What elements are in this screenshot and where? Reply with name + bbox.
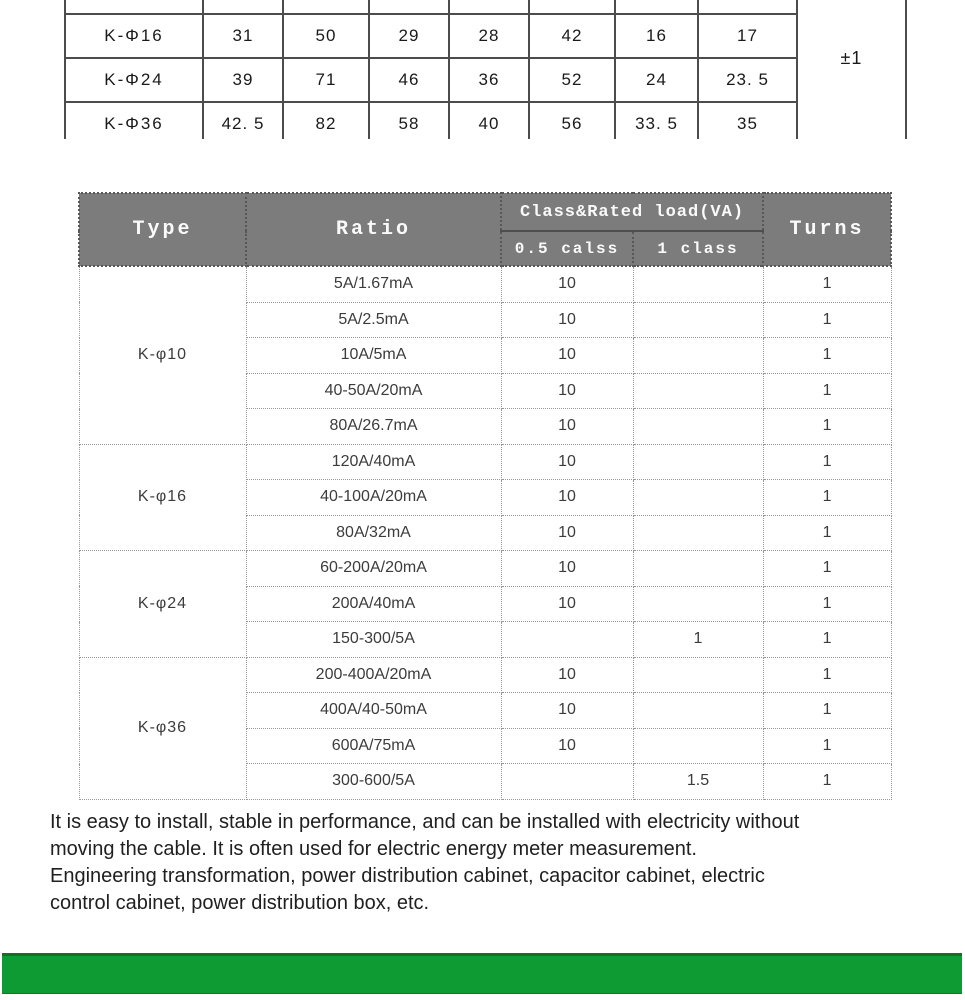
class1-cell bbox=[633, 480, 763, 516]
dimension-value-cell: 42. 5 bbox=[203, 102, 283, 139]
dimension-value-cell: 39 bbox=[203, 58, 283, 102]
dimension-row bbox=[65, 102, 906, 139]
class05-cell: 10 bbox=[501, 728, 633, 764]
spec-table-region bbox=[78, 192, 890, 800]
ratio-cell: 120A/40mA bbox=[246, 444, 501, 480]
dimension-value-cell: 35 bbox=[698, 102, 797, 139]
ratio-cell: 80A/32mA bbox=[246, 515, 501, 551]
turns-cell: 1 bbox=[763, 444, 891, 480]
turns-cell: 1 bbox=[763, 515, 891, 551]
dimension-value-cell: 40 bbox=[449, 102, 529, 139]
class05-cell: 10 bbox=[501, 373, 633, 409]
ratio-cell: 40-100A/20mA bbox=[246, 480, 501, 516]
class1-cell bbox=[633, 266, 763, 302]
header-type: Type bbox=[79, 193, 246, 266]
group-type-cell: K-φ10 bbox=[79, 266, 246, 444]
turns-cell: 1 bbox=[763, 551, 891, 587]
class05-cell bbox=[501, 764, 633, 800]
turns-cell: 1 bbox=[763, 266, 891, 302]
spec-row bbox=[79, 444, 891, 480]
header-class-rated-load: Class&Rated load(VA) bbox=[501, 193, 763, 231]
header-class-05: 0.5 calss bbox=[501, 231, 633, 266]
ratio-cell: 5A/2.5mA bbox=[246, 302, 501, 338]
turns-cell: 1 bbox=[763, 480, 891, 516]
dimension-value-cell: 17 bbox=[698, 14, 797, 58]
dimension-value-cell: 33. 5 bbox=[615, 102, 698, 139]
dimension-cell-empty bbox=[529, 0, 615, 14]
dimension-cell-empty bbox=[65, 0, 203, 14]
turns-cell: 1 bbox=[763, 302, 891, 338]
class05-cell: 10 bbox=[501, 266, 633, 302]
ratio-cell: 150-300/5A bbox=[246, 622, 501, 658]
dimension-value-cell: 31 bbox=[203, 14, 283, 58]
turns-cell: 1 bbox=[763, 373, 891, 409]
ratio-cell: 400A/40-50mA bbox=[246, 693, 501, 729]
class05-cell: 10 bbox=[501, 302, 633, 338]
class05-cell: 10 bbox=[501, 586, 633, 622]
class1-cell bbox=[633, 515, 763, 551]
dimension-cell-empty bbox=[449, 0, 529, 14]
turns-cell: 1 bbox=[763, 693, 891, 729]
dimension-value-cell: 71 bbox=[283, 58, 369, 102]
class1-cell bbox=[633, 338, 763, 374]
spec-row bbox=[79, 266, 891, 302]
class1-cell bbox=[633, 657, 763, 693]
turns-cell: 1 bbox=[763, 657, 891, 693]
description-paragraph bbox=[50, 809, 930, 917]
ratio-cell: 5A/1.67mA bbox=[246, 266, 501, 302]
class05-cell: 10 bbox=[501, 657, 633, 693]
ratio-cell: 60-200A/20mA bbox=[246, 551, 501, 587]
dimension-value-cell: 29 bbox=[369, 14, 449, 58]
dimension-cell-empty bbox=[283, 0, 369, 14]
dimension-value-cell: 42 bbox=[529, 14, 615, 58]
class05-cell: 10 bbox=[501, 551, 633, 587]
description-line: control cabinet, power distribution box, etc. bbox=[50, 892, 430, 914]
turns-cell: 1 bbox=[763, 622, 891, 658]
turns-cell: 1 bbox=[763, 764, 891, 800]
dimension-value-cell: 46 bbox=[369, 58, 449, 102]
ratio-cell: 600A/75mA bbox=[246, 728, 501, 764]
class1-cell: 1 bbox=[633, 622, 763, 658]
turns-cell: 1 bbox=[763, 586, 891, 622]
turns-cell: 1 bbox=[763, 338, 891, 374]
class1-cell bbox=[633, 728, 763, 764]
dimension-value-cell: 82 bbox=[283, 102, 369, 139]
class1-cell bbox=[633, 693, 763, 729]
dimension-value-cell: 16 bbox=[615, 14, 698, 58]
ratio-cell: 40-50A/20mA bbox=[246, 373, 501, 409]
description-line: Engineering transformation, power distribution cabinet, capacitor cabinet, electric bbox=[50, 865, 765, 887]
class05-cell: 10 bbox=[501, 515, 633, 551]
tolerance-cell: ±1 bbox=[797, 0, 906, 139]
group-type-cell: K-φ24 bbox=[79, 551, 246, 658]
class05-cell: 10 bbox=[501, 409, 633, 445]
dimension-value-cell: 28 bbox=[449, 14, 529, 58]
dimension-cell-empty bbox=[698, 0, 797, 14]
dimension-value-cell: 58 bbox=[369, 102, 449, 139]
class05-cell bbox=[501, 622, 633, 658]
class1-cell bbox=[633, 551, 763, 587]
ratio-cell: 80A/26.7mA bbox=[246, 409, 501, 445]
class05-cell: 10 bbox=[501, 444, 633, 480]
dimension-value-cell: 50 bbox=[283, 14, 369, 58]
footer-green-bar bbox=[2, 953, 962, 994]
class05-cell: 10 bbox=[501, 338, 633, 374]
ratio-cell: 10A/5mA bbox=[246, 338, 501, 374]
dimension-cell-empty bbox=[615, 0, 698, 14]
header-class-1: 1 class bbox=[633, 231, 763, 266]
dimension-value-cell: 52 bbox=[529, 58, 615, 102]
dimension-row bbox=[65, 58, 906, 102]
header-turns: Turns bbox=[763, 193, 891, 266]
ratio-cell: 200-400A/20mA bbox=[246, 657, 501, 693]
group-type-cell: K-φ16 bbox=[79, 444, 246, 551]
dimension-value-cell: 56 bbox=[529, 102, 615, 139]
dimension-row-clipped bbox=[65, 0, 906, 14]
dimension-table-region bbox=[64, 0, 908, 139]
spec-row bbox=[79, 657, 891, 693]
dimension-table bbox=[64, 0, 907, 139]
dimension-type-cell: K-Φ24 bbox=[65, 58, 203, 102]
ratio-cell: 200A/40mA bbox=[246, 586, 501, 622]
description-line: It is easy to install, stable in performance, and can be installed with electricity without bbox=[50, 811, 800, 833]
turns-cell: 1 bbox=[763, 728, 891, 764]
dimension-type-cell: K-Φ36 bbox=[65, 102, 203, 139]
spec-row bbox=[79, 551, 891, 587]
spec-header-row bbox=[79, 193, 891, 231]
turns-cell: 1 bbox=[763, 409, 891, 445]
group-type-cell: K-φ36 bbox=[79, 657, 246, 799]
dimension-value-cell: 23. 5 bbox=[698, 58, 797, 102]
ratio-cell: 300-600/5A bbox=[246, 764, 501, 800]
class1-cell bbox=[633, 373, 763, 409]
description-line: moving the cable. It is often used for electric energy meter measurement. bbox=[50, 838, 697, 860]
dimension-type-cell: K-Φ16 bbox=[65, 14, 203, 58]
class1-cell bbox=[633, 409, 763, 445]
dimension-cell-empty bbox=[369, 0, 449, 14]
class1-cell bbox=[633, 586, 763, 622]
dimension-row bbox=[65, 14, 906, 58]
class05-cell: 10 bbox=[501, 480, 633, 516]
dimension-value-cell: 36 bbox=[449, 58, 529, 102]
class05-cell: 10 bbox=[501, 693, 633, 729]
header-ratio: Ratio bbox=[246, 193, 501, 266]
dimension-value-cell: 24 bbox=[615, 58, 698, 102]
class1-cell: 1.5 bbox=[633, 764, 763, 800]
class1-cell bbox=[633, 302, 763, 338]
class1-cell bbox=[633, 444, 763, 480]
dimension-cell-empty bbox=[203, 0, 283, 14]
spec-table bbox=[78, 192, 892, 800]
